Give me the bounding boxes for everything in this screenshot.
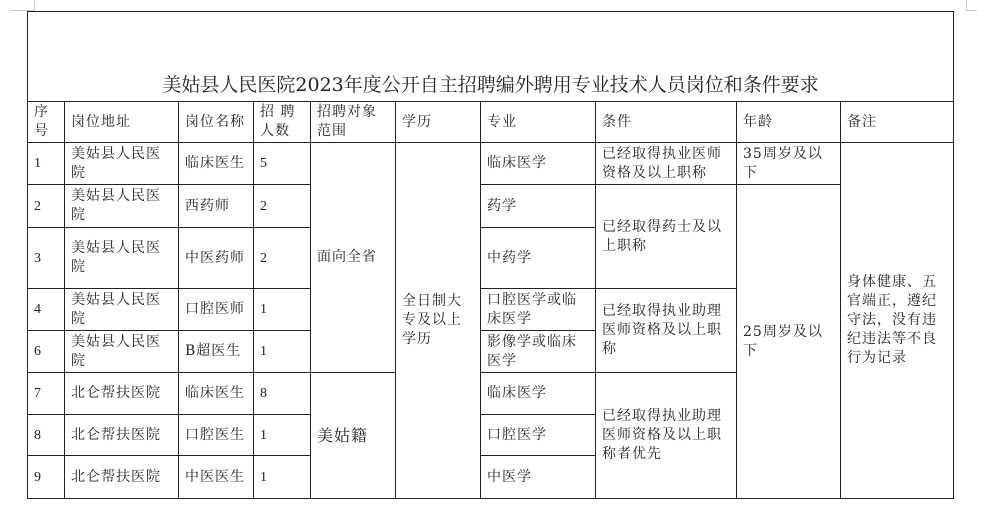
position-cell: 临床医生 — [179, 143, 254, 185]
address-cell: 北仑帮扶医院 — [65, 456, 179, 499]
address-cell: 美姑县人民医院 — [65, 185, 179, 228]
recruitment-table — [27, 11, 954, 499]
count-cell: 1 — [254, 456, 311, 499]
count-cell: 8 — [254, 373, 311, 415]
address-cell: 北仑帮扶医院 — [65, 415, 179, 456]
condition-cell: 已经取得执业助理医师资格及以上职称者优先 — [596, 373, 737, 499]
header-row — [28, 102, 954, 143]
count-cell: 5 — [254, 143, 311, 185]
remark-cell: 身体健康、五官端正，遵纪守法，没有违纪违法等不良行为记录 — [841, 143, 954, 499]
position-cell: 口腔医师 — [179, 289, 254, 331]
education-cell: 全日制大专及以上学历 — [396, 143, 481, 499]
serial-cell: 6 — [28, 331, 65, 373]
age-cell: 35周岁及以下 — [737, 143, 841, 185]
position-cell: 口腔医生 — [179, 415, 254, 456]
page-corner-mark — [966, 0, 977, 11]
header-cell: 条件 — [596, 102, 737, 143]
address-cell: 美姑县人民医院 — [65, 289, 179, 331]
scope-cell: 美姑籍 — [311, 373, 396, 499]
count-cell: 1 — [254, 331, 311, 373]
header-cell: 岗位名称 — [179, 102, 254, 143]
page-corner-mark — [10, 0, 35, 11]
scope-cell: 面向全省 — [311, 143, 396, 373]
condition-cell: 已经取得执业助理医师资格及以上职称 — [596, 289, 737, 373]
count-cell: 1 — [254, 289, 311, 331]
position-cell: 临床医生 — [179, 373, 254, 415]
address-cell: 北仑帮扶医院 — [65, 373, 179, 415]
count-cell: 2 — [254, 185, 311, 228]
table-row — [28, 143, 954, 185]
header-cell: 招聘对象范围 — [311, 102, 396, 143]
table-title: 美姑县人民医院2023年度公开自主招聘编外聘用专业技术人员岗位和条件要求 — [28, 12, 954, 102]
condition-cell: 已经取得药士及以上职称 — [596, 185, 737, 289]
address-cell: 美姑县人民医院 — [65, 331, 179, 373]
count-cell: 1 — [254, 415, 311, 456]
major-cell: 影像学或临床医学 — [481, 331, 596, 373]
position-cell: 西药师 — [179, 185, 254, 228]
table-row — [28, 185, 954, 228]
serial-cell: 8 — [28, 415, 65, 456]
header-cell: 备注 — [841, 102, 954, 143]
position-cell: 中医药师 — [179, 228, 254, 289]
address-cell: 美姑县人民医院 — [65, 228, 179, 289]
serial-cell: 4 — [28, 289, 65, 331]
serial-cell: 3 — [28, 228, 65, 289]
header-cell: 序号 — [28, 102, 65, 143]
major-cell: 中医学 — [481, 456, 596, 499]
header-cell: 专业 — [481, 102, 596, 143]
age-cell: 25周岁及以下 — [737, 185, 841, 499]
major-cell: 中药学 — [481, 228, 596, 289]
major-cell: 药学 — [481, 185, 596, 228]
condition-cell: 已经取得执业医师资格及以上职称 — [596, 143, 737, 185]
position-cell: B超医生 — [179, 331, 254, 373]
serial-cell: 2 — [28, 185, 65, 228]
header-cell: 岗位地址 — [65, 102, 179, 143]
address-cell: 美姑县人民医院 — [65, 143, 179, 185]
major-cell: 口腔医学或临床医学 — [481, 289, 596, 331]
major-cell: 临床医学 — [481, 143, 596, 185]
position-cell: 中医医生 — [179, 456, 254, 499]
serial-cell: 9 — [28, 456, 65, 499]
major-cell: 口腔医学 — [481, 415, 596, 456]
serial-cell: 1 — [28, 143, 65, 185]
major-cell: 临床医学 — [481, 373, 596, 415]
header-cell: 年龄 — [737, 102, 841, 143]
serial-cell: 7 — [28, 373, 65, 415]
count-cell: 2 — [254, 228, 311, 289]
header-cell: 招 聘人数 — [254, 102, 311, 143]
header-cell: 学历 — [396, 102, 481, 143]
